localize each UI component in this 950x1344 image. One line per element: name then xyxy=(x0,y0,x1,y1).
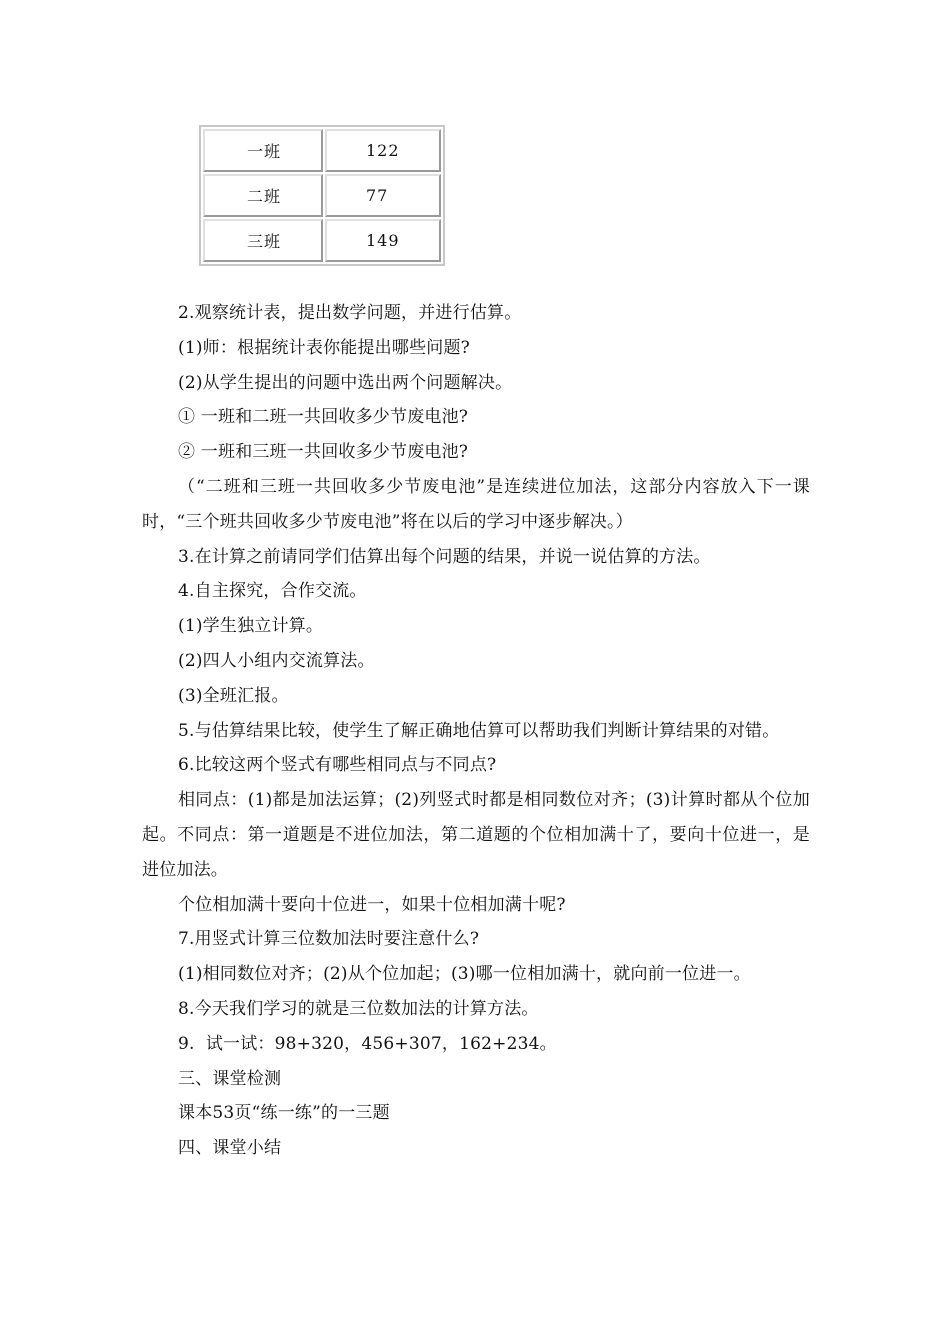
step-8: 8.今天我们学习的就是三位数加法的计算方法。 xyxy=(178,998,539,1019)
step-9-practice: 9. 试一试：98+320，456+307，162+234。 xyxy=(178,1033,557,1054)
step-4-sub-3: (3)全班汇报。 xyxy=(178,685,289,706)
battery-count-cell: 77 xyxy=(325,174,441,217)
table-row xyxy=(203,174,441,217)
class-name-cell: 三班 xyxy=(203,219,323,262)
section-3-heading: 三、课堂检测 xyxy=(178,1068,282,1089)
step-2-sub-1: (1)师：根据统计表你能提出哪些问题? xyxy=(178,337,470,358)
question-1: ① 一班和二班一共回收多少节废电池? xyxy=(178,407,469,428)
table-row xyxy=(203,219,441,262)
question-2: ② 一班和三班一共回收多少节废电池? xyxy=(178,442,469,463)
step-7-heading: 7.用竖式计算三位数加法时要注意什么? xyxy=(178,929,480,950)
battery-stats-table xyxy=(199,125,445,266)
step-2-heading: 2.观察统计表，提出数学问题，并进行估算。 xyxy=(178,303,522,323)
step-5-paragraph: 5.与估算结果比较，使学生了解正确地估算可以帮助我们判断计算结果的对错。 xyxy=(178,720,780,741)
lesson-body xyxy=(142,296,810,1166)
section-4-heading: 四、课堂小结 xyxy=(178,1138,282,1159)
step-6-heading: 6.比较这两个竖式有哪些相同点与不同点? xyxy=(178,755,497,776)
table-row xyxy=(203,129,441,172)
step-2-sub-2: (2)从学生提出的问题中选出两个问题解决。 xyxy=(178,372,513,393)
battery-count-cell: 122 xyxy=(325,129,441,172)
step-4-sub-2: (2)四人小组内交流算法。 xyxy=(178,650,375,671)
note-paragraph: （“二班和三班一共回收多少节废电池”是连续进位加法，这部分内容放入下一课时，“三个班共回收多少节废电池”将在以后的学习中逐步解决。） xyxy=(142,476,810,532)
battery-count-cell: 149 xyxy=(325,219,441,262)
follow-up-question: 个位相加满十要向十位进一，如果十位相加满十呢? xyxy=(178,894,566,915)
step-7-answer: (1)相同数位对齐；(2)从个位加起；(3)哪一位相加满十，就向前一位进一。 xyxy=(178,964,751,985)
step-4-heading: 4.自主探究，合作交流。 xyxy=(178,581,367,602)
comparison-paragraph: 相同点：(1)都是加法运算；(2)列竖式时都是相同数位对齐；(3)计算时都从个位加起。不同点：第一道题是不进位加法，第二道题的个位相加满十了，要向十位进一，是进位加法。 xyxy=(142,790,810,880)
step-4-sub-1: (1)学生独立计算。 xyxy=(178,616,324,637)
class-name-cell: 二班 xyxy=(203,174,323,217)
class-name-cell: 一班 xyxy=(203,129,323,172)
section-3-content: 课本53页“练一练”的一三题 xyxy=(178,1103,390,1124)
step-3: 3.在计算之前请同学们估算出每个问题的结果，并说一说估算的方法。 xyxy=(178,546,711,567)
